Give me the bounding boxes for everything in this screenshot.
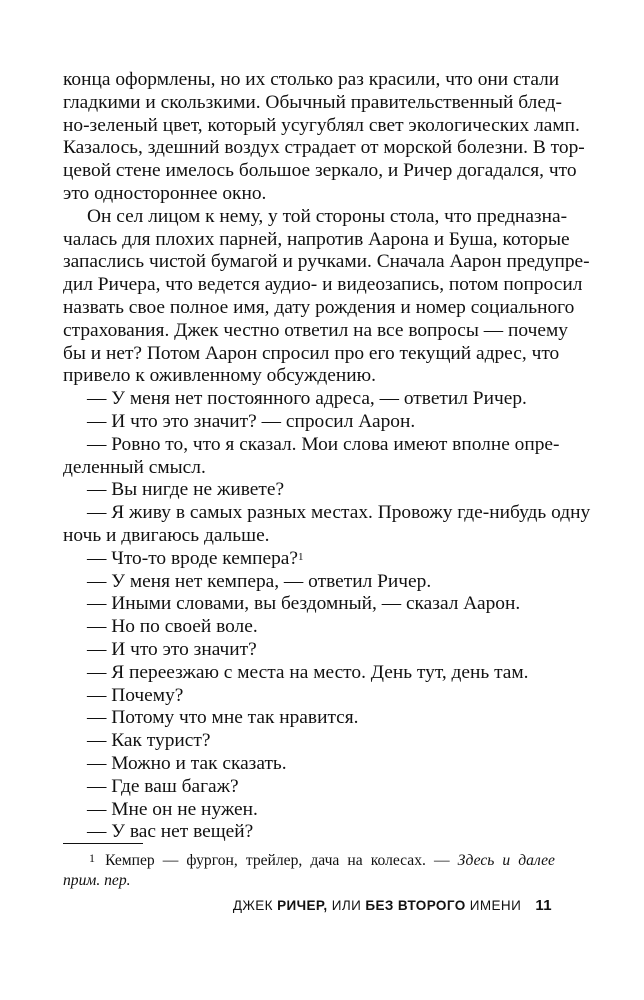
dialogue-line: — Потому что мне так нравится. bbox=[87, 707, 359, 729]
dialogue-text: — Что-то вроде кемпера? bbox=[87, 547, 298, 569]
text-line: страхования. Джек честно ответил на все вопросы — почему bbox=[63, 319, 568, 341]
text-line: но-зеленый цвет, который усугублял свет экологических ламп. bbox=[63, 114, 580, 136]
footnote bbox=[63, 851, 555, 891]
dialogue-line: — У вас нет вещей? bbox=[87, 821, 254, 843]
dialogue-line: — У меня нет постоянного адреса, — ответил Ричер. bbox=[87, 388, 527, 410]
text-line: Казалось, здешний воздух страдает от морской болезни. В тор- bbox=[63, 137, 585, 159]
running-head-author: ДЖЕК bbox=[232, 898, 273, 913]
footnote-mark: 1 bbox=[89, 851, 95, 865]
dialogue-line: — Но по своей воле. bbox=[87, 616, 258, 638]
running-head bbox=[233, 897, 552, 914]
page-body bbox=[63, 69, 591, 844]
text-line: это одностороннее окно. bbox=[63, 182, 267, 204]
text-line: гладкими и скользкими. Обычный правительственный блед- bbox=[63, 91, 562, 113]
text-line: ночь и двигаюсь дальше. bbox=[63, 524, 270, 546]
text-line: привело к оживленному обсуждению. bbox=[63, 365, 376, 387]
running-head-title-2: ИЛИ bbox=[331, 898, 362, 913]
dialogue-line: — Мне он не нужен. bbox=[87, 798, 258, 820]
text-line: чалась для плохих парней, напротив Аарона и Буша, которые bbox=[63, 228, 570, 250]
dialogue-line: — Можно и так сказать. bbox=[87, 752, 287, 774]
dialogue-line: — Я переезжаю с места на место. День тут, день там. bbox=[87, 661, 529, 683]
text-line: назвать свое полное имя, дату рождения и номер социального bbox=[63, 296, 575, 318]
text-line: деленный смысл. bbox=[63, 456, 206, 478]
footnote-line-1 bbox=[63, 851, 555, 871]
page-number: 11 bbox=[535, 897, 552, 914]
running-head-title-bold-2: БЕЗ ВТОРОГО bbox=[365, 898, 466, 913]
dialogue-line: — И что это значит? bbox=[87, 638, 257, 660]
running-head-title-3: ИМЕНИ bbox=[469, 898, 522, 913]
dialogue-line: — Я живу в самых разных местах. Провожу где-нибудь одну bbox=[87, 502, 591, 524]
dialogue-line: — Где ваш багаж? bbox=[87, 775, 239, 797]
dialogue-line bbox=[63, 548, 555, 571]
text-line: цевой стене имелось большое зеркало, и Ричер догадался, что bbox=[63, 160, 577, 182]
footnote-ref[interactable]: 1 bbox=[298, 550, 304, 563]
running-head-title-bold-1: РИЧЕР, bbox=[277, 898, 328, 913]
dialogue-line: — Как турист? bbox=[87, 730, 211, 752]
footnote-divider bbox=[63, 843, 143, 844]
footnote-text: Кемпер — фургон, трейлер, дача на колесах. — bbox=[105, 852, 450, 869]
dialogue-line: — Почему? bbox=[87, 684, 184, 706]
dialogue-line: — Ровно то, что я сказал. Мои слова имеют вполне опре- bbox=[87, 433, 560, 455]
footnote-italic: Здесь и далее bbox=[457, 852, 555, 869]
dialogue-line: — И что это значит? — спросил Аарон. bbox=[87, 410, 416, 432]
dialogue-line: — Иными словами, вы бездомный, — сказал Аарон. bbox=[87, 593, 521, 615]
dialogue-line: — Вы нигде не живете? bbox=[87, 479, 285, 501]
footnote-line-2 bbox=[63, 871, 555, 891]
text-line: бы и нет? Потом Аарон спросил про его текущий адрес, что bbox=[63, 342, 560, 364]
text-line: дил Ричера, что ведется аудио- и видеозапись, потом попросил bbox=[63, 274, 583, 296]
footnote-italic-2: прим. пер. bbox=[63, 872, 131, 889]
text-line: Он сел лицом к нему, у той стороны стола, что предназна- bbox=[87, 205, 568, 227]
text-line: конца оформлены, но их столько раз красили, что они стали bbox=[63, 69, 560, 90]
text-line: запаслись чистой бумагой и ручками. Сначала Аарон предупре- bbox=[63, 251, 590, 273]
dialogue-line: — У меня нет кемпера, — ответил Ричер. bbox=[87, 570, 432, 592]
